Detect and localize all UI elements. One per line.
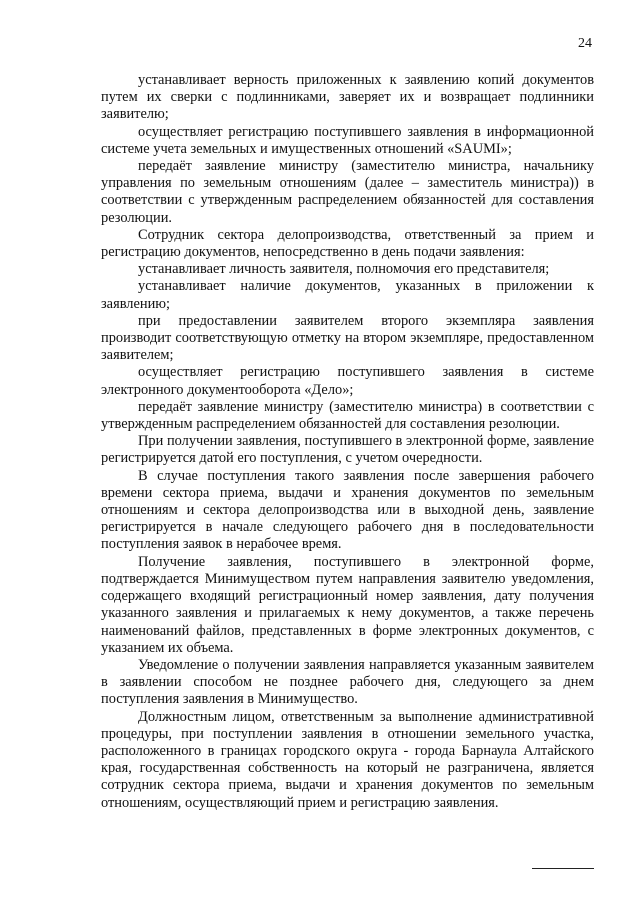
paragraph: устанавливает личность заявителя, полномочия его представителя; — [138, 261, 550, 278]
paragraph: осуществляет регистрацию поступившего заявления в системе электронного документооборота «Дело»; — [101, 364, 594, 398]
paragraph: Получение заявления, поступившего в электронной форме, подтверждается Минимуществом путем направления заявителю уведомления, содержащего входящий регистрационный номер заявления, дату получения указанного заявления и прилагаемых к нему документов, а также перечень наименований файлов, представленных в форме электронных документов, с указанием их объема. — [101, 553, 594, 656]
paragraph: В случае поступления такого заявления после завершения рабочего времени сектора приема, выдачи и хранения документов по земельным отношениям и сектора делопроизводства или в выходной день, заявление регистрируется в начале следующего рабочего дня в последовательности поступления заявок в нерабочее время. — [101, 467, 594, 553]
footer-rule — [532, 868, 594, 869]
paragraph: Должностным лицом, ответственным за выполнение административной процедуры, при поступлении заявления в отношении земельного участка, расположенного в границах городского округа - города Барнаула Алтайского края, государственная собственность на который не разграничена, является сотрудник сектора приема, выдачи и хранения документов по земельным отношениям, осуществляющий прием и регистрацию заявления. — [101, 708, 594, 811]
paragraph: передаёт заявление министру (заместителю министра) в соответствии с утвержденным распределением обязанностей для составления резолюции. — [101, 398, 594, 433]
paragraph: При получении заявления, поступившего в электронной форме, заявление регистрируется датой его поступления, с учетом очередности. — [101, 433, 594, 467]
document-body — [101, 72, 594, 812]
paragraph: устанавливает наличие документов, указанных в приложении к заявлению; — [101, 278, 594, 312]
paragraph: при предоставлении заявителем второго экземпляра заявления производит соответствующую отметку на втором экземпляре, предоставленном заявителем; — [101, 312, 594, 364]
paragraph: осуществляет регистрацию поступившего заявления в информационной системе учета земельных и имущественных отношений «SAUMI»; — [101, 123, 594, 157]
paragraph: передаёт заявление министру (заместителю министра, начальнику управления по земельным отношениям (далее – заместитель министра)) в соответствии с утвержденным распределением обязанностей для составления резолюции. — [101, 158, 594, 226]
paragraph: Уведомление о получении заявления направляется указанным заявителем в заявлении способом не позднее рабочего дня, следующего за днем поступления заявления в Минимущество. — [101, 656, 594, 708]
paragraph: Сотрудник сектора делопроизводства, ответственный за прием и регистрацию документов, непосредственно в день подачи заявления: — [101, 226, 594, 261]
paragraph: устанавливает верность приложенных к заявлению копий документов путем их сверки с подлинниками, заверяет их и возвращает подлинники заявителю; — [101, 72, 594, 123]
page-number: 24 — [578, 36, 592, 51]
